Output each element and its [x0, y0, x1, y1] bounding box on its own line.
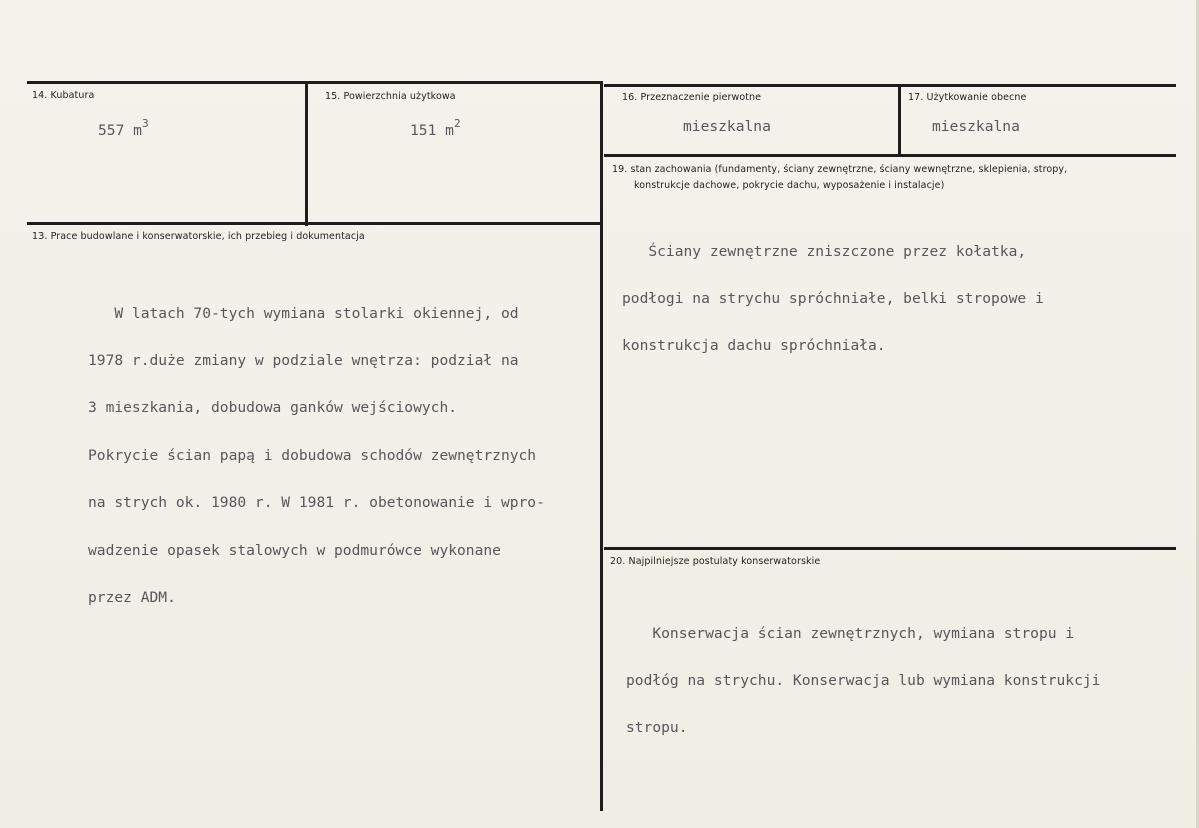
field-20-line: stropu. — [626, 719, 688, 737]
field-18-line: W latach 70-tych wymiana stolarki okiennej, od — [88, 304, 519, 322]
rule-above-20 — [604, 547, 1176, 550]
field-18-line: wadzenie opasek stalowych w podmurówce wykonane — [88, 541, 501, 559]
field-15-number: 151 m — [410, 121, 454, 139]
field-18-label: 1З. Prace budowlane i konserwatorskie, ich przebieg i dokumentacja — [32, 231, 365, 242]
field-14-exponent: 3 — [141, 117, 149, 130]
field-15-value — [410, 118, 461, 139]
field-19-text — [622, 212, 1044, 386]
field-17-label: 17. Użytkowanie obecne — [908, 92, 1027, 103]
field-16-label: 16. Przeznaczenie pierwotne — [622, 92, 762, 103]
field-20-line: podłóg na strychu. Konserwacja lub wymiana konstrukcji — [626, 671, 1101, 689]
field-18-line: 3 mieszkania, dobudowa ganków wejściowych. — [88, 399, 458, 417]
top-rule-right — [604, 84, 1176, 87]
field-20-line: Konserwacja ścian zewnętrznych, wymiana stropu i — [626, 624, 1075, 642]
field-20-text — [626, 594, 1100, 768]
divider-14-15 — [305, 81, 308, 226]
field-14-label: 14. Kubatura — [32, 90, 95, 101]
main-center-divider — [600, 81, 603, 811]
field-19-label-line1: 19. stan zachowania (fundamenty, ściany zewnętrzne, ściany wewnętrzne, sklepienia, stropy, — [612, 164, 1068, 175]
top-rule-left — [27, 81, 602, 84]
field-18-line: na strych ok. 1980 r. W 1981 r. obetonowanie i wpro- — [88, 494, 545, 512]
field-19-label-line2: konstrukcje dachowe, pokrycie dachu, wyposażenie i instalacje) — [634, 180, 945, 191]
field-18-line: przez ADM. — [88, 588, 176, 606]
field-14-value — [98, 118, 149, 139]
field-17-value: mieszkalna — [932, 118, 1020, 135]
field-19-line: konstrukcja dachu spróchniała. — [622, 337, 886, 355]
field-19-line: Ściany zewnętrzne zniszczone przez kołatka, — [622, 242, 1027, 260]
rule-below-14-15 — [27, 222, 602, 225]
field-19-line: podłogi na strychu spróchniałe, belki stropowe i — [622, 289, 1044, 307]
divider-16-17 — [898, 84, 901, 156]
field-18-text — [88, 274, 545, 637]
field-20-label: 20. Najpilniejsze postulaty konserwatorskie — [610, 556, 821, 567]
field-14-number: 557 m — [98, 121, 142, 139]
field-18-line: Pokrycie ścian papą i dobudowa schodów zewnętrznych — [88, 446, 537, 464]
field-18-line: 1978 r.duże zmiany w podziale wnętrza: podział na — [88, 351, 519, 369]
field-15-exponent: 2 — [453, 117, 461, 130]
field-15-label: 15. Powierzchnia użytkowa — [325, 91, 456, 102]
field-16-value: mieszkalna — [683, 118, 771, 135]
rule-below-16-17 — [604, 154, 1176, 157]
